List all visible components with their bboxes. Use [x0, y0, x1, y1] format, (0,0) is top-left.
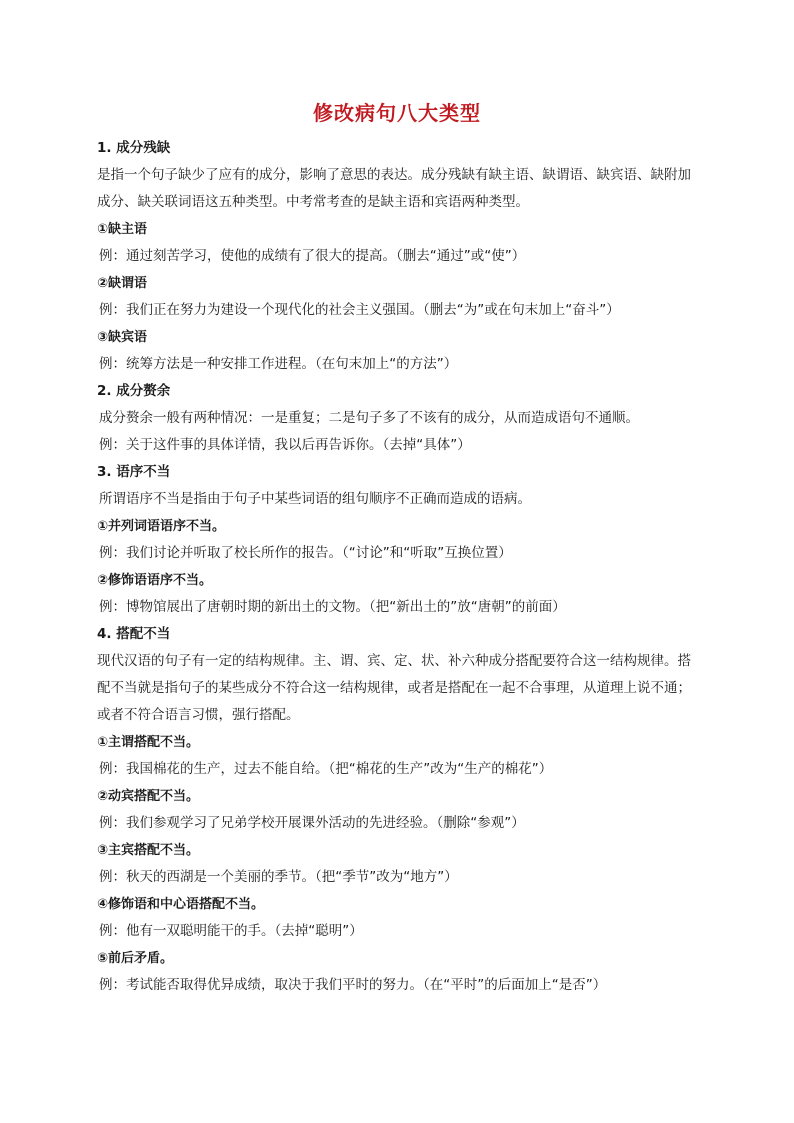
example-line: 例：我们讨论并听取了校长所作的报告。（“讨论”和“听取”互换位置）: [99, 545, 512, 561]
example-line: 例：关于这件事的具体详情，我以后再告诉你。（去掉“具体”）: [99, 437, 471, 453]
paragraph: 所谓语序不当是指由于句子中某些词语的组句顺序不正确而造成的语病。: [99, 491, 531, 507]
subheading: ③主宾搭配不当。: [97, 843, 200, 858]
example-line: 例：他有一双聪明能干的手。（去掉“聪明”）: [99, 923, 363, 939]
subheading: ①缺主语: [97, 222, 148, 237]
subheading: ③缺宾语: [97, 330, 148, 345]
section-heading: 4. 搭配不当: [97, 626, 171, 642]
paragraph: 现代汉语的句子有一定的结构规律。主、谓、宾、定、状、补六种成分搭配要符合这一结构规律。搭配不当就是指句子的某些成分不符合这一结构规律，或者是搭配在一起不合事理，从道理上说不通；或者不符合语言习惯，强行搭配。: [97, 653, 691, 723]
page-title: 修改病句八大类型: [313, 101, 481, 125]
section-heading: 2. 成分赘余: [97, 383, 171, 399]
subheading: ①主谓搭配不当。: [97, 735, 200, 750]
example-line: 例：通过刻苦学习，使他的成绩有了很大的提高。（删去“通过”或“使”）: [99, 248, 526, 264]
section-heading: 1. 成分残缺: [97, 140, 171, 156]
paragraph: 是指一个句子缺少了应有的成分，影响了意思的表达。成分残缺有缺主语、缺谓语、缺宾语、缺附加成分、缺关联词语这五种类型。中考常考查的是缺主语和宾语两种类型。: [97, 167, 691, 210]
subheading: ⑤前后矛盾。: [97, 951, 174, 966]
example-line: 例：统筹方法是一种安排工作进程。（在句末加上“的方法”）: [99, 356, 458, 372]
example-line: 例：考试能否取得优异成绩，取决于我们平时的努力。（在“平时”的后面加上“是否”）: [99, 977, 607, 993]
subheading: ②修饰语语序不当。: [97, 573, 213, 588]
example-line: 例：我们参观学习了兄弟学校开展课外活动的先进经验。（删除“参观”）: [99, 815, 525, 831]
subheading: ②动宾搭配不当。: [97, 789, 200, 804]
subheading: ②缺谓语: [97, 276, 148, 291]
subheading: ①并列词语语序不当。: [97, 519, 226, 534]
document-body: [97, 135, 697, 999]
example-line: 例：博物馆展出了唐朝时期的新出土的文物。（把“新出土的”放“唐朝”的前面）: [99, 599, 566, 615]
example-line: 例：秋天的西湖是一个美丽的季节。（把“季节”改为“地方”）: [99, 869, 458, 885]
example-line: 例：我国棉花的生产，过去不能自给。（把“棉花的生产”改为“生产的棉花”）: [99, 761, 553, 777]
section-heading: 3. 语序不当: [97, 464, 171, 480]
paragraph: 成分赘余一般有两种情况：一是重复；二是句子多了不该有的成分，从而造成语句不通顺。: [99, 410, 639, 426]
subheading: ④修饰语和中心语搭配不当。: [97, 897, 265, 912]
example-line: 例：我们正在努力为建设一个现代化的社会主义强国。（删去“为”或在句末加上“奋斗”）: [99, 302, 620, 318]
